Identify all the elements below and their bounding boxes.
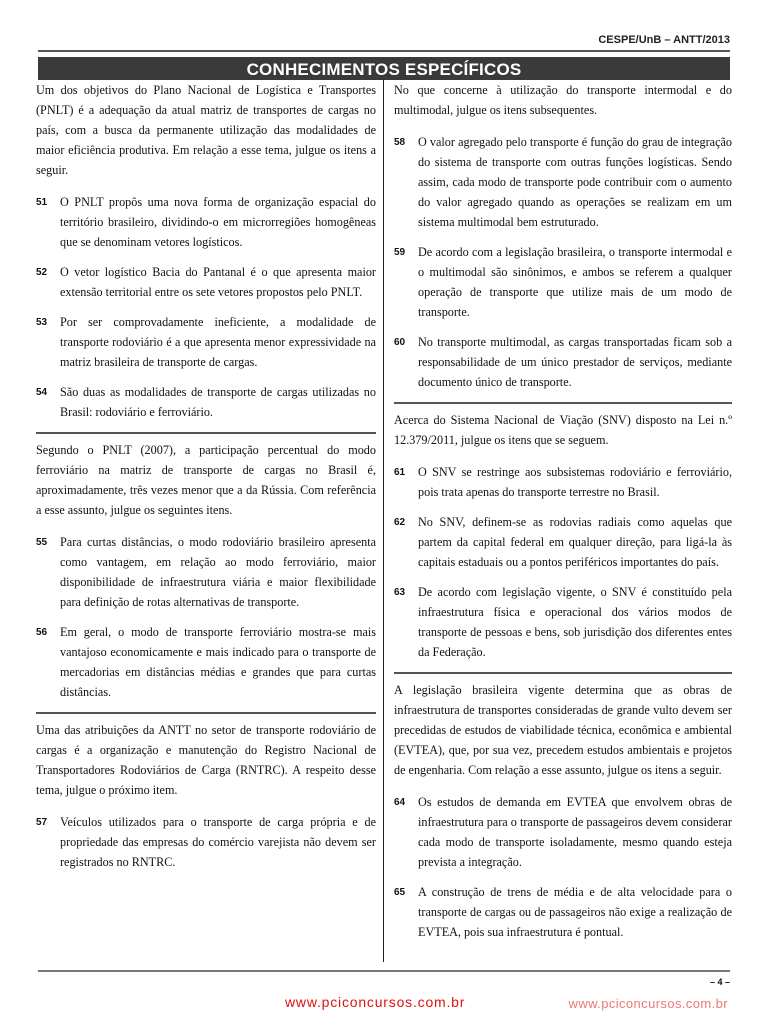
question-item (394, 882, 732, 942)
footer-site-watermark: www.pciconcursos.com.br (568, 996, 728, 1011)
page-number: – 4 – (709, 977, 730, 987)
question-number: 60 (394, 337, 406, 348)
block-intro: Um dos objetivos do Plano Nacional de Logística e Transportes (PNLT) é a adequação da atual matriz de transportes de cargas no país, com a busca da permanente utilização das modalidades de maior eficiência produtiva. Em relação a esse tema, julgue os itens a seguir. (36, 83, 376, 177)
question-text: O valor agregado pelo transporte é função do grau de integração do sistema de transporte com outras funções logísticas. Sendo assim, cada modo de transporte pode contribuir com o aumento do valor agregado quando as operações se realizam em um sistema multimodal bem estruturado. (418, 135, 732, 229)
question-item (36, 622, 376, 702)
column-divider (383, 80, 384, 962)
top-rule (38, 50, 730, 52)
question-text: Para curtas distâncias, o modo rodoviário brasileiro apresenta como vantagem, em relação ao modo ferroviário, maior disponibilidade de infraestrutura viária e maior flexibilidade para definição de rotas alternativas de transporte. (60, 535, 376, 609)
question-text: De acordo com a legislação brasileira, o transporte intermodal e o multimodal são sinônimos, e ambos se referem a qualquer operação de transporte que utilize mais de um modo de transporte. (418, 245, 732, 319)
question-number: 64 (394, 797, 406, 808)
question-item (36, 812, 376, 872)
block-separator (36, 432, 376, 434)
question-item (394, 582, 732, 662)
section-title: CONHECIMENTOS ESPECÍFICOS (38, 57, 730, 80)
question-item (394, 462, 732, 502)
question-item (394, 512, 732, 572)
bottom-rule (38, 970, 730, 972)
question-item (36, 312, 376, 372)
question-text: O SNV se restringe aos subsistemas rodoviário e ferroviário, pois trata apenas do transporte terrestre no Brasil. (418, 465, 732, 499)
question-number: 53 (36, 317, 48, 328)
block-intro: No que concerne à utilização do transporte intermodal e do multimodal, julgue os itens subsequentes. (394, 83, 732, 117)
question-number: 58 (394, 137, 406, 148)
block-separator (394, 672, 732, 674)
block-intro: Segundo o PNLT (2007), a participação percentual do modo ferroviário na matriz de transporte de cargas no Brasil é, aproximadamente, três vezes menor que a da Rússia. Com referência a esse assunto, julgue os seguintes itens. (36, 443, 376, 517)
right-column (394, 80, 732, 952)
question-text: No SNV, definem-se as rodovias radiais como aquelas que partem da capital federal em qualquer direção, para ligá-la às capitais estaduais ou a pontos periféricos importantes do país. (418, 515, 732, 569)
question-number: 61 (394, 467, 406, 478)
block-separator (394, 402, 732, 404)
question-number: 63 (394, 587, 406, 598)
question-number: 51 (36, 197, 48, 208)
question-number: 54 (36, 387, 48, 398)
question-text: São duas as modalidades de transporte de cargas utilizadas no Brasil: rodoviário e ferroviário. (60, 385, 376, 419)
question-item (36, 192, 376, 252)
question-text: De acordo com legislação vigente, o SNV é constituído pela infraestrutura física e operacional dos vários modos de transporte de pessoas e bens, sob jurisdição dos diferentes entes da Federação. (418, 585, 732, 659)
question-text: Em geral, o modo de transporte ferroviário mostra-se mais vantajoso economicamente e mais indicado para o transporte de mercadorias em distâncias médias e grandes que para curtas distâncias. (60, 625, 376, 699)
question-number: 59 (394, 247, 406, 258)
question-text: No transporte multimodal, as cargas transportadas ficam sob a responsabilidade de um único prestador de serviços, mediante documento único de transporte. (418, 335, 732, 389)
question-number: 55 (36, 537, 48, 548)
left-column (36, 80, 376, 882)
question-number: 62 (394, 517, 406, 528)
question-item (394, 332, 732, 392)
question-item (394, 792, 732, 872)
block-intro: Uma das atribuições da ANTT no setor de transporte rodoviário de cargas é a organização e manutenção do Registro Nacional de Transportadores Rodoviários de Carga (RNTRC). A respeito desse tema, julgue o próximo item. (36, 723, 376, 797)
question-text: O vetor logístico Bacia do Pantanal é o que apresenta maior extensão territorial entre os sete vetores propostos pelo PNLT. (60, 265, 376, 299)
question-text: Veículos utilizados para o transporte de carga própria e de propriedade das empresas do comércio varejista não devem ser registrados no RNTRC. (60, 815, 376, 869)
question-text: O PNLT propôs uma nova forma de organização espacial do território brasileiro, dividindo-o em microrregiões homogêneas que se denominam vetores logísticos. (60, 195, 376, 249)
question-item (36, 262, 376, 302)
question-text: Os estudos de demanda em EVTEA que envolvem obras de infraestrutura para o transporte de passageiros devem considerar cada modo de transporte isoladamente, mesmo quando esteja prevista a integração. (418, 795, 732, 869)
question-text: Por ser comprovadamente ineficiente, a modalidade de transporte rodoviário é a que apresenta menor expressividade na matriz brasileira de transporte de cargas. (60, 315, 376, 369)
question-item (394, 242, 732, 322)
question-text: A construção de trens de média e de alta velocidade para o transporte de cargas ou de passageiros não exige a realização de EVTEA, pois sua infraestrutura é pontual. (418, 885, 732, 939)
question-item (36, 382, 376, 422)
question-number: 52 (36, 267, 48, 278)
block-separator (36, 712, 376, 714)
exam-header: CESPE/UnB – ANTT/2013 (598, 34, 730, 46)
footer-site-link[interactable]: www.pciconcursos.com.br (285, 994, 466, 1010)
question-number: 65 (394, 887, 406, 898)
block-intro: A legislação brasileira vigente determina que as obras de infraestrutura de transportes consideradas de grande vulto devem ser precedidas de estudos de viabilidade técnica, econômica e ambiental (EVTEA), que, por sua vez, precedem estudos ambientais e projetos de engenharia. Com relação a esse assunto, julgue os itens a seguir. (394, 683, 732, 777)
question-number: 57 (36, 817, 48, 828)
question-item (36, 532, 376, 612)
question-number: 56 (36, 627, 48, 638)
block-intro: Acerca do Sistema Nacional de Viação (SNV) disposto na Lei n.º 12.379/2011, julgue os itens que se seguem. (394, 413, 732, 447)
question-item (394, 132, 732, 232)
